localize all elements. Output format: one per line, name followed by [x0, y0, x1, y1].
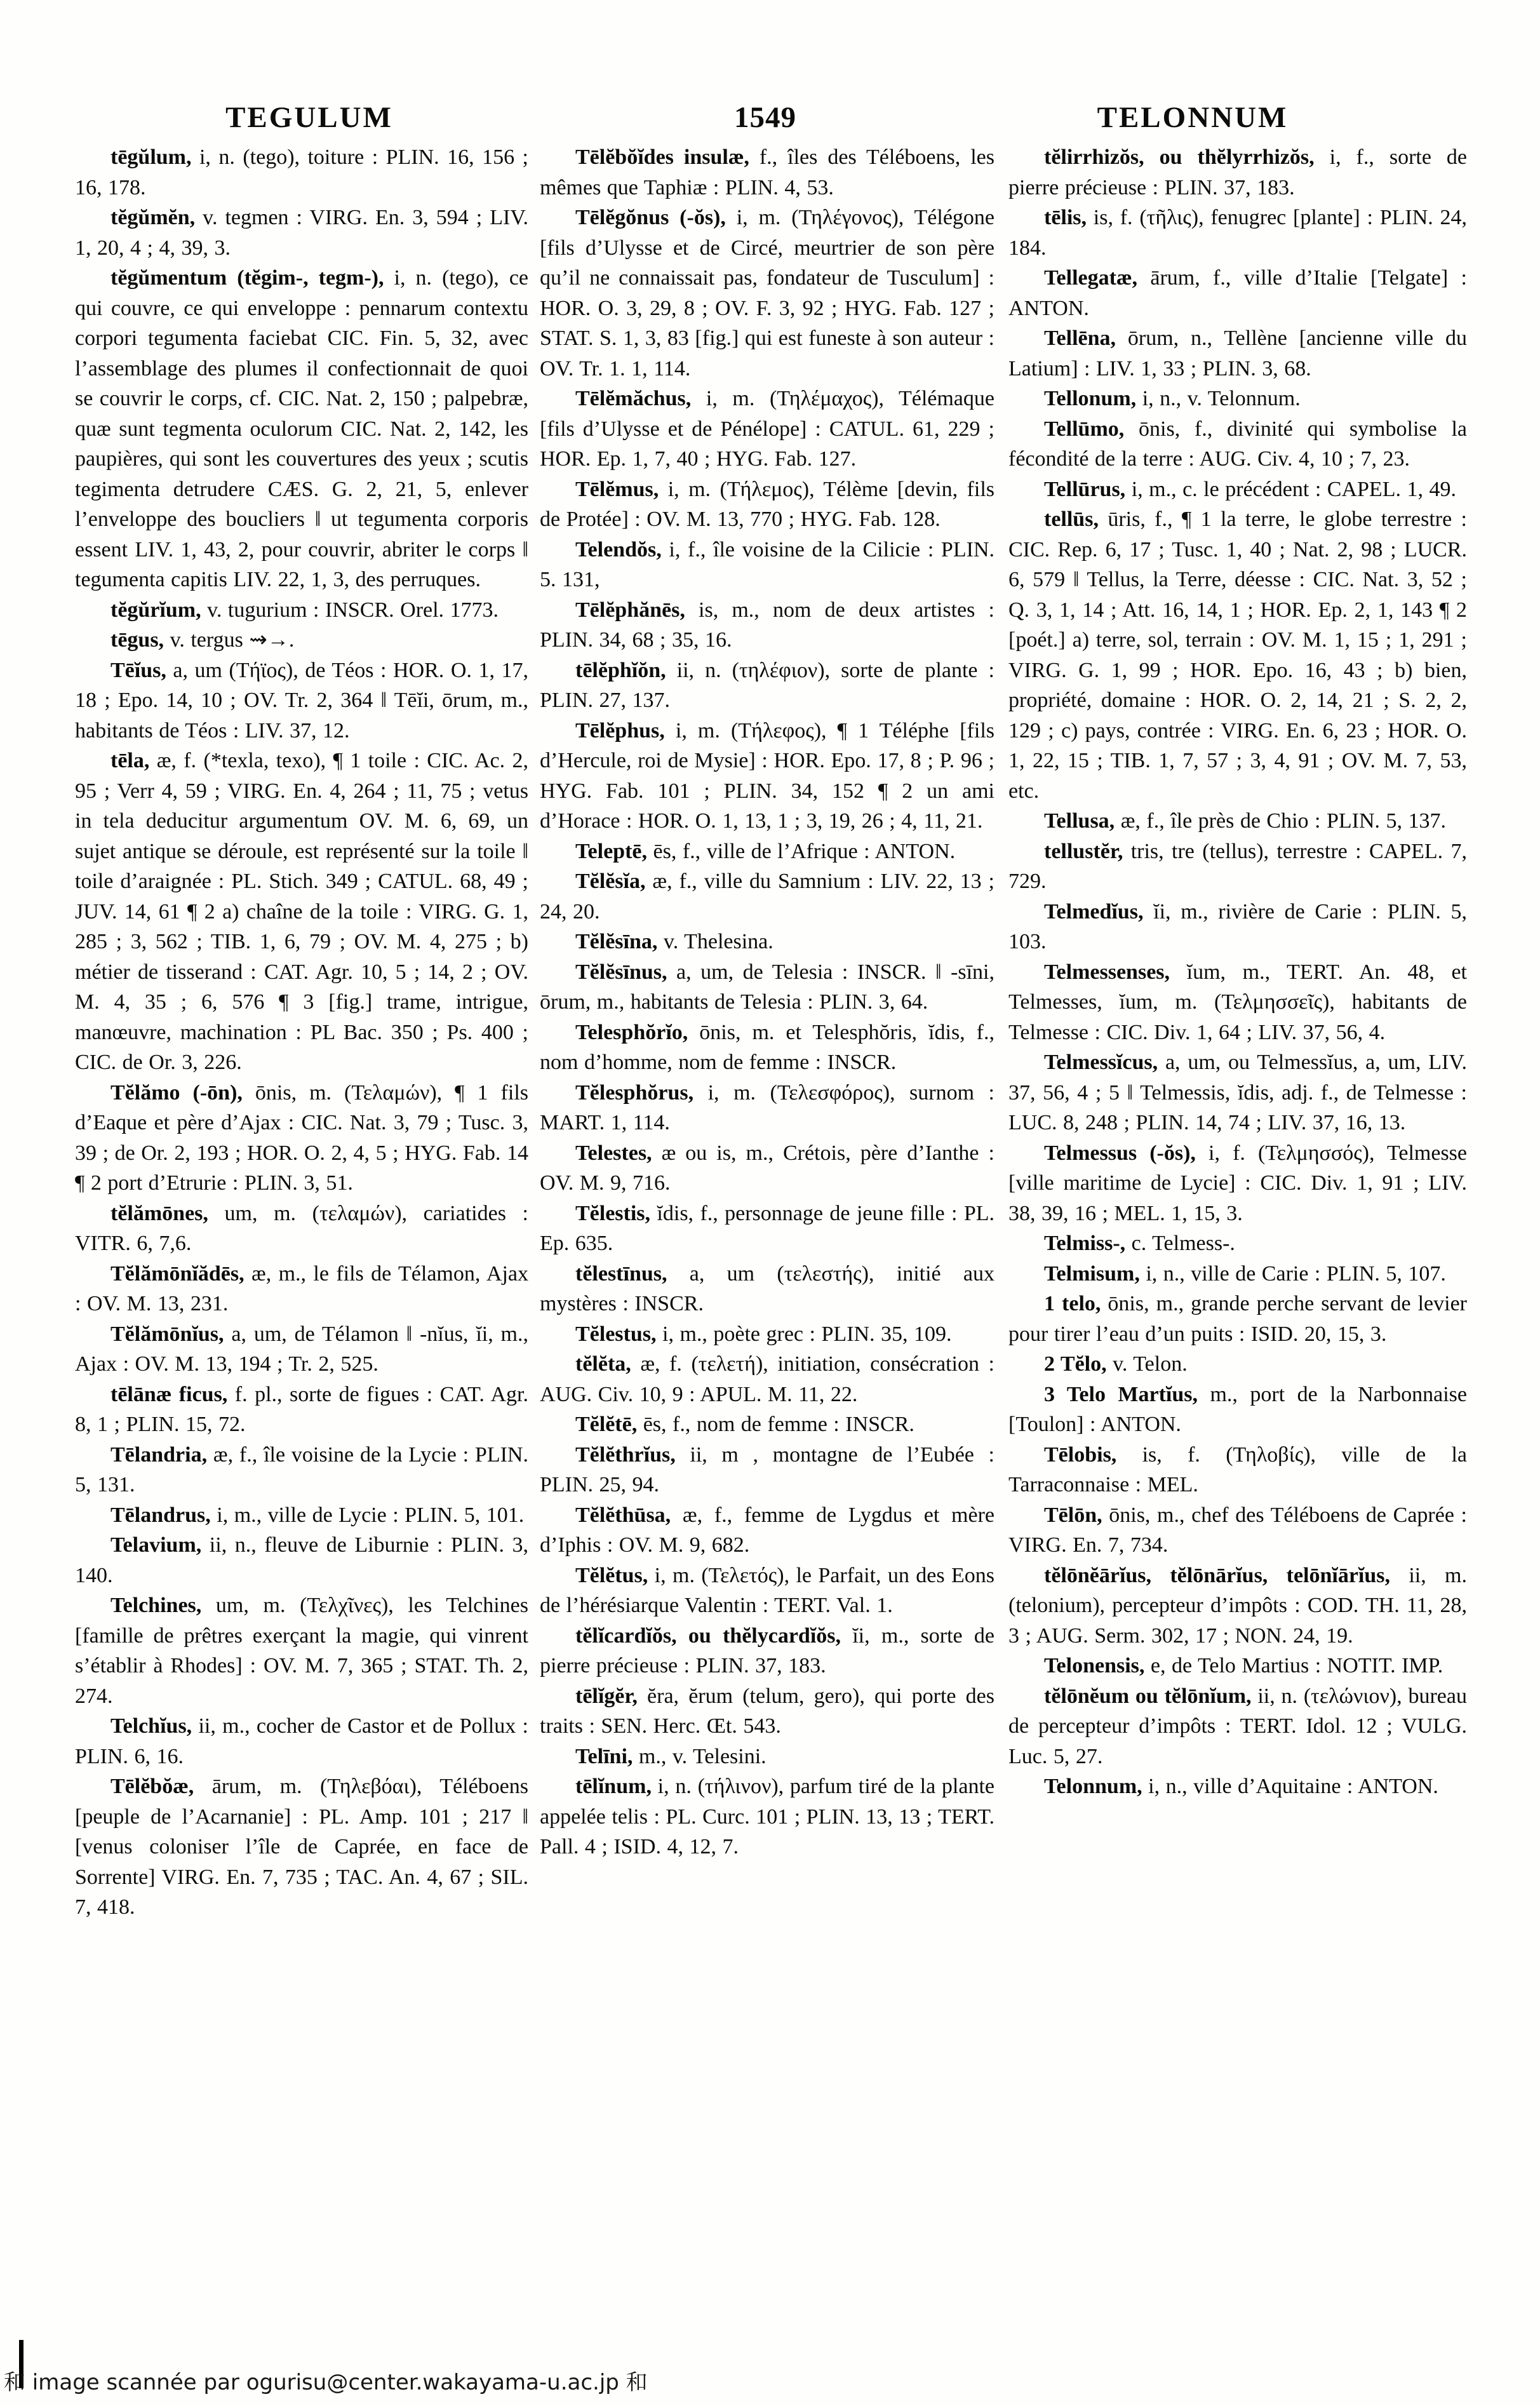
dictionary-entry	[540, 1561, 994, 1621]
entry-body: m., port de la Narbonnaise [Toulon] : ANTON.	[1008, 1382, 1467, 1436]
entry-headword: tēgus,	[110, 628, 164, 652]
entry-body: i, m. (Τελετός), le Parfait, un des Eons de l’hérésiarque Valentin : TERT. Val. 1.	[540, 1563, 994, 1617]
entry-headword: Tĕlesphŏrus,	[575, 1080, 694, 1105]
dictionary-entry	[540, 866, 994, 927]
dictionary-entry	[1008, 1380, 1467, 1440]
entry-headword: Telchines,	[110, 1594, 202, 1617]
entry-body: ii, m , montagne de l’Eubée : PLIN. 25, 94.	[540, 1442, 994, 1496]
entry-headword: tēlĭgĕr,	[575, 1684, 638, 1708]
page-number: 1549	[734, 101, 796, 134]
entry-body: ĭum, m., TERT. An. 48, et Telmesses, ĭum, m. (Τελμησσεῖς), habitants de Telmesse : CIC. Div. 1, 64 ; LIV. 37, 56, 4.	[1008, 960, 1467, 1044]
entry-body: i, m. (Τηλέμαχος), Télémaque [fils d’Ulysse et de Pénélope] : CATUL. 61, 229 ; HOR. Ep. 1, 7, 40 ; HYG. Fab. 127.	[540, 387, 994, 471]
dictionary-entry	[75, 1078, 528, 1199]
entry-headword: Tēlandrus,	[110, 1503, 211, 1527]
entry-body: i, n. (tego), ce qui couvre, ce qui enveloppe : pennarum contextu corpori tegumenta faciebat CIC. Fin. 5, 32, avec l’assemblage des plumes il confectionnait de quoi se couvrir le corps, cf. CIC. Nat. 2, 150 ; palpebræ, quæ sunt tegmenta oculorum CIC. Nat. 2, 142, les paupières, qui sont les couvertures des yeux ; scutis tegimenta detrudere CÆS. G. 2, 21, 5, enlever l’enveloppe des boucliers ‖ ut tegumenta corporis essent LIV. 1, 43, 2, pour couvrir, abriter le corps ‖ tegumenta capitis LIV. 22, 1, 3, des perruques.	[75, 266, 528, 591]
entry-body: æ, f., île près de Chio : PLIN. 5, 137.	[1115, 809, 1447, 833]
entry-body: c. Telmess-.	[1125, 1232, 1235, 1255]
entry-body: v. tugurium : INSCR. Orel. 1773.	[201, 598, 499, 622]
column-2	[540, 142, 994, 2334]
entry-headword: Telmessĭcus,	[1044, 1051, 1158, 1074]
entry-body: a, um, de Télamon ‖ -nĭus, ĭi, m., Ajax : OV. M. 13, 194 ; Tr. 2, 525.	[75, 1322, 528, 1376]
scan-attribution-note: 和 image scannée par ogurisu@center.wakayama-u.ac.jp 和	[4, 2370, 648, 2395]
entry-body: is, m., nom de deux artistes : PLIN. 34, 68 ; 35, 16.	[540, 598, 994, 652]
dictionary-entry	[1008, 957, 1467, 1048]
entry-headword: tĕlestīnus,	[575, 1261, 667, 1286]
entry-body: tris, tre (tellus), terrestre : CAPEL. 7, 729.	[1008, 839, 1467, 893]
entry-headword: Tellegatæ,	[1044, 266, 1138, 290]
entry-body: æ, f. (τελετή), initiation, consécration : AUG. Civ. 10, 9 : APUL. M. 11, 22.	[540, 1352, 994, 1406]
dictionary-entry	[75, 746, 528, 1078]
dictionary-entry	[540, 1742, 994, 1772]
entry-body: ii, n., fleuve de Liburnie : PLIN. 3, 140.	[75, 1533, 528, 1587]
entry-headword: Tēlĕphus,	[575, 718, 665, 743]
entry-body: i, m., ville de Lycie : PLIN. 5, 101.	[210, 1503, 525, 1527]
entry-headword: tĕlōnĕārĭus, tĕlōnārĭus, telōnĭārĭus,	[1044, 1563, 1391, 1587]
entry-body: ōnis, m. (Τελαμών), ¶ 1 fils d’Eaque et père d’Ajax : CIC. Nat. 3, 79 ; Tusc. 3, 39 ; de Or. 2, 193 ; HOR. O. 2, 4, 5 ; HYG. Fab. 14 ¶ 2 port d’Etrurie : PLIN. 3, 51.	[75, 1080, 528, 1195]
entry-body: f. pl., sorte de figues : CAT. Agr. 8, 1 ; PLIN. 15, 72.	[75, 1382, 528, 1436]
entry-body: ōnis, m. et Telesphŏris, ĭdis, f., nom d’homme, nom de femme : INSCR.	[540, 1020, 994, 1074]
entry-headword: Tēlĕmăchus,	[575, 387, 692, 410]
entry-headword: tĕgŭrĭum,	[110, 598, 201, 622]
entry-body: ūris, f., ¶ 1 la terre, le globe terrestre : CIC. Rep. 6, 17 ; Tusc. 1, 40 ; Nat. 2, 98 ; LUCR. 6, 579 ‖ Tellus, la Terre, déesse : CIC. Nat. 3, 52 ; Q. 3, 1, 14 ; Att. 16, 14, 1 ; HOR. Ep. 2, 1, 143 ¶ 2 [poét.] a) terre, sol, terrain : OV. M. 1, 15 ; 1, 291 ; VIRG. G. 1, 99 ; HOR. Epo. 16, 43 ; b) bien, propriété, domaine : HOR. O. 2, 14, 21 ; S. 2, 2, 129 ; c) pays, contrée : VIRG. En. 6, 23 ; HOR. O. 1, 22, 15 ; TIB. 1, 7, 57 ; 3, 4, 91 ; OV. M. 7, 53, etc.	[1008, 507, 1467, 803]
dictionary-entry	[1008, 1651, 1467, 1681]
dictionary-entry	[540, 535, 994, 595]
dictionary-entry	[1008, 1349, 1467, 1380]
dictionary-entry	[75, 1440, 528, 1500]
dictionary-entry	[75, 263, 528, 595]
dictionary-entry	[75, 142, 528, 203]
entry-body: ōnis, f., divinité qui symbolise la fécondité de la terre : AUG. Civ. 4, 10 ; 7, 23.	[1008, 417, 1467, 471]
entry-headword: Telavium,	[110, 1533, 202, 1557]
column-3	[1008, 142, 1467, 2334]
entry-body: ĭi, m., sorte de pierre précieuse : PLIN. 37, 183.	[540, 1623, 994, 1677]
entry-body: æ, f., île voisine de la Lycie : PLIN. 5, 131.	[75, 1442, 528, 1496]
entry-headword: Tĕlĕsĭa,	[575, 870, 646, 893]
dictionary-entry	[1008, 1440, 1467, 1500]
entry-body: ēs, f., nom de femme : INSCR.	[637, 1413, 914, 1436]
entry-body: i, m. (Τήλεμος), Télème [devin, fils de Protée] : OV. M. 13, 770 ; HYG. Fab. 128.	[540, 477, 994, 531]
dictionary-entry	[540, 384, 994, 474]
entry-headword: Telendŏs,	[575, 537, 662, 561]
dictionary-entry	[540, 142, 994, 203]
entry-headword: 3 Telo Martĭus,	[1044, 1382, 1198, 1406]
entry-headword: tĕlămōnes,	[110, 1201, 208, 1225]
entry-body: i, f., île voisine de la Cilicie : PLIN. 5. 131,	[540, 537, 994, 591]
entry-body: ārum, m. (Τηλεβόαι), Téléboens [peuple de l’Acarnanie] : PL. Amp. 101 ; 217 ‖ [venus coloniser l’île de Caprée, en face de Sorrente] VIRG. En. 7, 735 ; TAC. An. 4, 67 ; SIL. 7, 418.	[75, 1775, 528, 1919]
dictionary-entry	[75, 1380, 528, 1440]
entry-body: i, n., ville de Carie : PLIN. 5, 107.	[1139, 1261, 1446, 1286]
entry-headword: Teleptē,	[575, 839, 648, 863]
entry-headword: Tĕlămōnĭus,	[110, 1322, 224, 1346]
entry-body: ārum, f., ville d’Italie [Telgate] : ANTON.	[1008, 266, 1467, 320]
entry-headword: Tĕlămōnĭădēs,	[110, 1261, 244, 1286]
dictionary-entry	[540, 595, 994, 655]
dictionary-entry	[1008, 263, 1467, 323]
entry-headword: Tĕlĕthūsa,	[575, 1503, 671, 1527]
entry-body: i, n. (tego), toiture : PLIN. 16, 156 ; 16, 178.	[75, 145, 528, 199]
dictionary-entry	[540, 1018, 994, 1078]
dictionary-entry	[75, 203, 528, 263]
dictionary-entry	[1008, 897, 1467, 957]
entry-body: f., îles des Téléboens, les mêmes que Taphiæ : PLIN. 4, 53.	[540, 145, 994, 199]
dictionary-entry	[540, 1138, 994, 1199]
entry-body: is, f. (τῆλις), fenugrec [plante] : PLIN. 24, 184.	[1008, 206, 1467, 260]
entry-body: i, n., v. Telonnum.	[1136, 387, 1301, 410]
dictionary-entry	[75, 1530, 528, 1590]
entry-body: i, m. (Τήλεφος), ¶ 1 Téléphe [fils d’Hercule, roi de Mysie] : HOR. Epo. 17, 8 ; P. 96 ; HYG. Fab. 101 ; PLIN. 34, 152 ¶ 2 un ami d’Horace : HOR. O. 1, 13, 1 ; 3, 19, 26 ; 4, 11, 21.	[540, 718, 994, 833]
entry-body: ii, m. (telonium), percepteur d’impôts : COD. TH. 11, 28, 3 ; AUG. Serm. 302, 17 ; NON. 24, 19.	[1008, 1563, 1467, 1648]
dictionary-entry	[1008, 1500, 1467, 1561]
dictionary-entry	[540, 1771, 994, 1862]
dictionary-entry	[75, 1319, 528, 1380]
entry-headword: Tellusa,	[1044, 809, 1115, 833]
entry-body: ii, m., cocher de Castor et de Pollux : PLIN. 6, 16.	[75, 1714, 528, 1768]
entry-headword: Tĕlĕsīnus,	[575, 960, 667, 984]
entry-headword: Tĕlĕtē,	[575, 1413, 638, 1436]
entry-headword: tēlis,	[1044, 206, 1087, 229]
entry-headword: tĕlĭcardĭŏs, ou thĕlycardĭŏs,	[575, 1623, 841, 1648]
entry-headword: 2 Tĕlo,	[1044, 1352, 1107, 1376]
entry-body: v. tergus ⇝→.	[164, 628, 295, 652]
dictionary-entry	[75, 1199, 528, 1259]
entry-headword: Tēlĕbŏĭdes insulæ,	[575, 145, 749, 169]
entry-headword: Tēlobis,	[1044, 1442, 1117, 1467]
entry-headword: Telmessenses,	[1044, 960, 1170, 984]
running-head-right: TELONNUM	[1097, 101, 1289, 134]
dictionary-entry	[1008, 1681, 1467, 1772]
entry-headword: Tĕlĕsīna,	[575, 930, 658, 953]
entry-headword: tēgŭlum,	[110, 145, 192, 169]
dictionary-entry	[540, 927, 994, 957]
dictionary-entry	[75, 1500, 528, 1531]
entry-body: ii, n. (τελώνιον), bureau de percepteur d’impôts : TERT. Idol. 12 ; VULG. Luc. 5, 27.	[1008, 1684, 1467, 1768]
entry-headword: Telesphŏrĭo,	[575, 1020, 688, 1044]
entry-headword: Telonnum,	[1044, 1775, 1142, 1798]
dictionary-entry	[540, 203, 994, 384]
dictionary-entry	[1008, 1047, 1467, 1138]
dictionary-entry	[1008, 384, 1467, 414]
entry-headword: Tēĭus,	[110, 658, 166, 682]
dictionary-entry	[75, 595, 528, 626]
dictionary-entry	[75, 655, 528, 746]
dictionary-entry	[540, 957, 994, 1018]
entry-headword: Telīni,	[575, 1744, 633, 1768]
entry-body: a, um, de Telesia : INSCR. ‖ -sīni, ōrum, m., habitants de Telesia : PLIN. 3, 64.	[540, 960, 994, 1014]
dictionary-entry	[1008, 837, 1467, 897]
dictionary-entry	[1008, 474, 1467, 505]
dictionary-entry	[540, 1621, 994, 1681]
entry-headword: Tĕlestis,	[575, 1201, 651, 1225]
entry-headword: Tĕlestus,	[575, 1322, 657, 1346]
dictionary-entry	[1008, 1289, 1467, 1349]
dictionary-entry	[1008, 203, 1467, 263]
dictionary-entry	[1008, 1228, 1467, 1259]
dictionary-entry	[1008, 414, 1467, 474]
dictionary-entry	[540, 474, 994, 535]
running-head-left: TEGULUM	[225, 101, 393, 134]
dictionary-entry	[540, 1078, 994, 1138]
entry-headword: Tĕlămo (-ōn),	[110, 1080, 243, 1105]
entry-headword: tēlĕphĭŏn,	[575, 658, 666, 682]
entry-headword: tēlānæ ficus,	[110, 1382, 228, 1406]
entry-body: æ, f. (*texla, texo), ¶ 1 toile : CIC. Ac. 2, 95 ; Verr 4, 59 ; VIRG. En. 4, 264 ; 11, 75 ; vetus in tela deducitur argumentum OV. M. 6, 69, un sujet antique se déroule, est représenté sur la toile ‖ toile d’araignée : PL. Stich. 349 ; CATUL. 68, 49 ; JUV. 14, 61 ¶ 2 a) chaîne de la toile : VIRG. G. 1, 285 ; 3, 562 ; TIB. 1, 6, 79 ; OV. M. 4, 275 ; b) métier de tisserand : CAT. Agr. 10, 5 ; 14, 2 ; OV. M. 4, 35 ; 6, 576 ¶ 3 [fig.] trame, intrigue, manœuvre, machination : PL Bac. 350 ; Ps. 400 ; CIC. de Or. 3, 226.	[75, 749, 528, 1074]
entry-headword: tĕlĕta,	[575, 1352, 631, 1376]
entry-body: æ, f., ville du Samnium : LIV. 22, 13 ; 24, 20.	[540, 870, 994, 924]
entry-body: m., v. Telesini.	[633, 1744, 767, 1768]
entry-body: i, m. (Τελεσφόρος), surnom : MART. 1, 114.	[540, 1080, 994, 1134]
entry-body: v. Thelesina.	[657, 930, 773, 953]
entry-headword: tellūs,	[1044, 507, 1099, 531]
entry-headword: Tēlandria,	[110, 1442, 208, 1467]
entry-headword: Tellūmo,	[1044, 417, 1125, 441]
entry-headword: Telmessus (-ŏs),	[1044, 1141, 1196, 1165]
entry-body: um, m. (Τελχῖνες), les Telchines [famille de prêtres exerçant la magie, qui vinrent s’établir à Rhodes] : OV. M. 7, 365 ; STAT. Th. 2, 274.	[75, 1594, 528, 1708]
dictionary-entry	[540, 1349, 994, 1409]
entry-headword: tĕgŭmĕn,	[110, 206, 196, 229]
entry-headword: Telchĭus,	[110, 1714, 192, 1738]
entry-body: um, m. (τελαμών), cariatides : VITR. 6, 7,6.	[75, 1201, 528, 1255]
dictionary-entry	[540, 1319, 994, 1350]
entry-body: e, de Telo Martius : NOTIT. IMP.	[1144, 1654, 1443, 1677]
entry-body: æ ou is, m., Crétois, père d’Ianthe : OV. M. 9, 716.	[540, 1141, 994, 1195]
entry-headword: 1 telo,	[1044, 1292, 1101, 1315]
dictionary-entry	[1008, 1561, 1467, 1651]
entry-headword: Tellēna,	[1044, 326, 1116, 350]
entry-headword: Tĕlĕthrĭus,	[575, 1442, 676, 1467]
entry-body: is, f. (Τηλοβίς), ville de la Tarraconnaise : MEL.	[1008, 1442, 1467, 1496]
entry-body: i, f., sorte de pierre précieuse : PLIN. 37, 183.	[1008, 145, 1467, 199]
dictionary-entry	[1008, 1138, 1467, 1229]
entry-headword: Tēlōn,	[1044, 1503, 1102, 1527]
entry-body: ōrum, n., Tellène [ancienne ville du Latium] : LIV. 1, 33 ; PLIN. 3, 68.	[1008, 326, 1467, 380]
entry-headword: Telmisum,	[1044, 1261, 1140, 1286]
entry-headword: tĕlōnĕum ou tĕlōnĭum,	[1044, 1684, 1252, 1708]
entry-body: ii, n. (τηλέφιον), sorte de plante : PLIN. 27, 137.	[540, 658, 994, 712]
dictionary-entry	[1008, 323, 1467, 384]
entry-headword: Telonensis,	[1044, 1654, 1145, 1677]
entry-headword: tĕlirrhizŏs, ou thĕlyrrhizŏs,	[1044, 145, 1315, 169]
entry-headword: Telmedĭus,	[1044, 899, 1144, 924]
dictionary-entry	[1008, 142, 1467, 203]
column-1	[75, 142, 528, 2334]
entry-body: æ, f., femme de Lygdus et mère d’Iphis : OV. M. 9, 682.	[540, 1503, 994, 1557]
entry-headword: tĕgŭmentum (tĕgim-, tegm-),	[110, 266, 384, 290]
entry-headword: tellustĕr,	[1044, 839, 1123, 863]
dictionary-entry	[1008, 1771, 1467, 1802]
dictionary-entry	[75, 625, 528, 655]
entry-body: ĭdis, f., personnage de jeune fille : PL. Ep. 635.	[540, 1201, 994, 1255]
dictionary-entry	[540, 716, 994, 837]
entry-headword: Tēlĕgŏnus (-ŏs),	[575, 206, 726, 229]
entry-body: i, n., ville d’Aquitaine : ANTON.	[1142, 1775, 1438, 1798]
dictionary-entry	[540, 1500, 994, 1561]
entry-headword: tēlĭnum,	[575, 1775, 652, 1798]
entry-body: ĕra, ĕrum (telum, gero), qui porte des traits : SEN. Herc. Œt. 543.	[540, 1684, 994, 1738]
dictionary-entry	[540, 655, 994, 716]
entry-body: ēs, f., ville de l’Afrique : ANTON.	[647, 839, 956, 863]
dictionary-entry	[540, 837, 994, 867]
entry-body: a, um, ou Telmessĭus, a, um, LIV. 37, 56, 4 ; 5 ‖ Telmessis, ĭdis, adj. f., de Telmesse : LUC. 8, 248 ; PLIN. 14, 74 ; LIV. 37, 16, 13.	[1008, 1051, 1467, 1134]
dictionary-entry	[75, 1259, 528, 1319]
dictionary-entry	[540, 1199, 994, 1259]
dictionary-entry	[1008, 1259, 1467, 1289]
dictionary-entry	[540, 1440, 994, 1500]
dictionary-entry	[540, 1681, 994, 1742]
entry-body: v. Telon.	[1106, 1352, 1188, 1376]
entry-body: ĭi, m., rivière de Carie : PLIN. 5, 103.	[1008, 899, 1467, 953]
entry-headword: Tēlĕbŏæ,	[110, 1775, 194, 1798]
entry-body: a, um (τελεστής), initié aux mystères : INSCR.	[540, 1261, 994, 1315]
dictionary-entry	[1008, 504, 1467, 806]
dictionary-entry	[1008, 806, 1467, 837]
entry-body: a, um (Τήϊος), de Téos : HOR. O. 1, 17, 18 ; Epo. 14, 10 ; OV. Tr. 2, 364 ‖ Tēĭi, ōrum, m., habitants de Téos : LIV. 37, 12.	[75, 658, 528, 743]
entry-headword: Tēlĕphănēs,	[575, 598, 685, 622]
entry-body: i, m. (Τηλέγονος), Télégone [fils d’Ulysse et de Circé, meurtrier de son père qu’il ne connaissait pas, fondateur de Tusculum] : HOR. O. 3, 29, 8 ; OV. F. 3, 92 ; HYG. Fab. 127 ; STAT. S. 1, 3, 83 [fig.] qui est funeste à son auteur : OV. Tr. 1. 1, 114.	[540, 206, 994, 380]
entry-headword: Tĕlĕtus,	[575, 1563, 648, 1587]
dictionary-entry	[540, 1409, 994, 1440]
entry-headword: Tēlĕmus,	[575, 477, 659, 501]
dictionary-entry	[75, 1711, 528, 1771]
entry-body: ōnis, m., grande perche servant de levier pour tirer l’eau d’un puits : ISID. 20, 15, 3.	[1008, 1292, 1467, 1346]
entry-headword: Tellonum,	[1044, 387, 1137, 410]
entry-body: i, n. (τήλινον), parfum tiré de la plante appelée telis : PL. Curc. 101 ; PLIN. 13, 13 ; TERT. Pall. 4 ; ISID. 4, 12, 7.	[540, 1775, 994, 1858]
entry-headword: Tellūrus,	[1044, 477, 1126, 501]
entry-headword: Telmiss-,	[1044, 1232, 1126, 1255]
entry-body: v. tegmen : VIRG. En. 3, 594 ; LIV. 1, 20, 4 ; 4, 39, 3.	[75, 206, 528, 260]
entry-body: i, m., poète grec : PLIN. 35, 109.	[656, 1322, 952, 1346]
entry-body: æ, m., le fils de Télamon, Ajax : OV. M. 13, 231.	[75, 1261, 528, 1315]
entry-body: ōnis, m., chef des Téléboens de Caprée : VIRG. En. 7, 734.	[1008, 1503, 1467, 1557]
entry-body: i, f. (Τελμησσός), Telmesse [ville maritime de Lycie] : CIC. Div. 1, 91 ; LIV. 38, 39, 16 ; MEL. 1, 15, 3.	[1008, 1141, 1467, 1225]
entry-headword: Telestes,	[575, 1141, 652, 1165]
dictionary-entry	[75, 1771, 528, 1923]
entry-body: i, m., c. le précédent : CAPEL. 1, 49.	[1125, 477, 1456, 501]
dictionary-entry	[540, 1259, 994, 1319]
dictionary-entry	[75, 1590, 528, 1711]
entry-headword: tēla,	[110, 749, 150, 772]
